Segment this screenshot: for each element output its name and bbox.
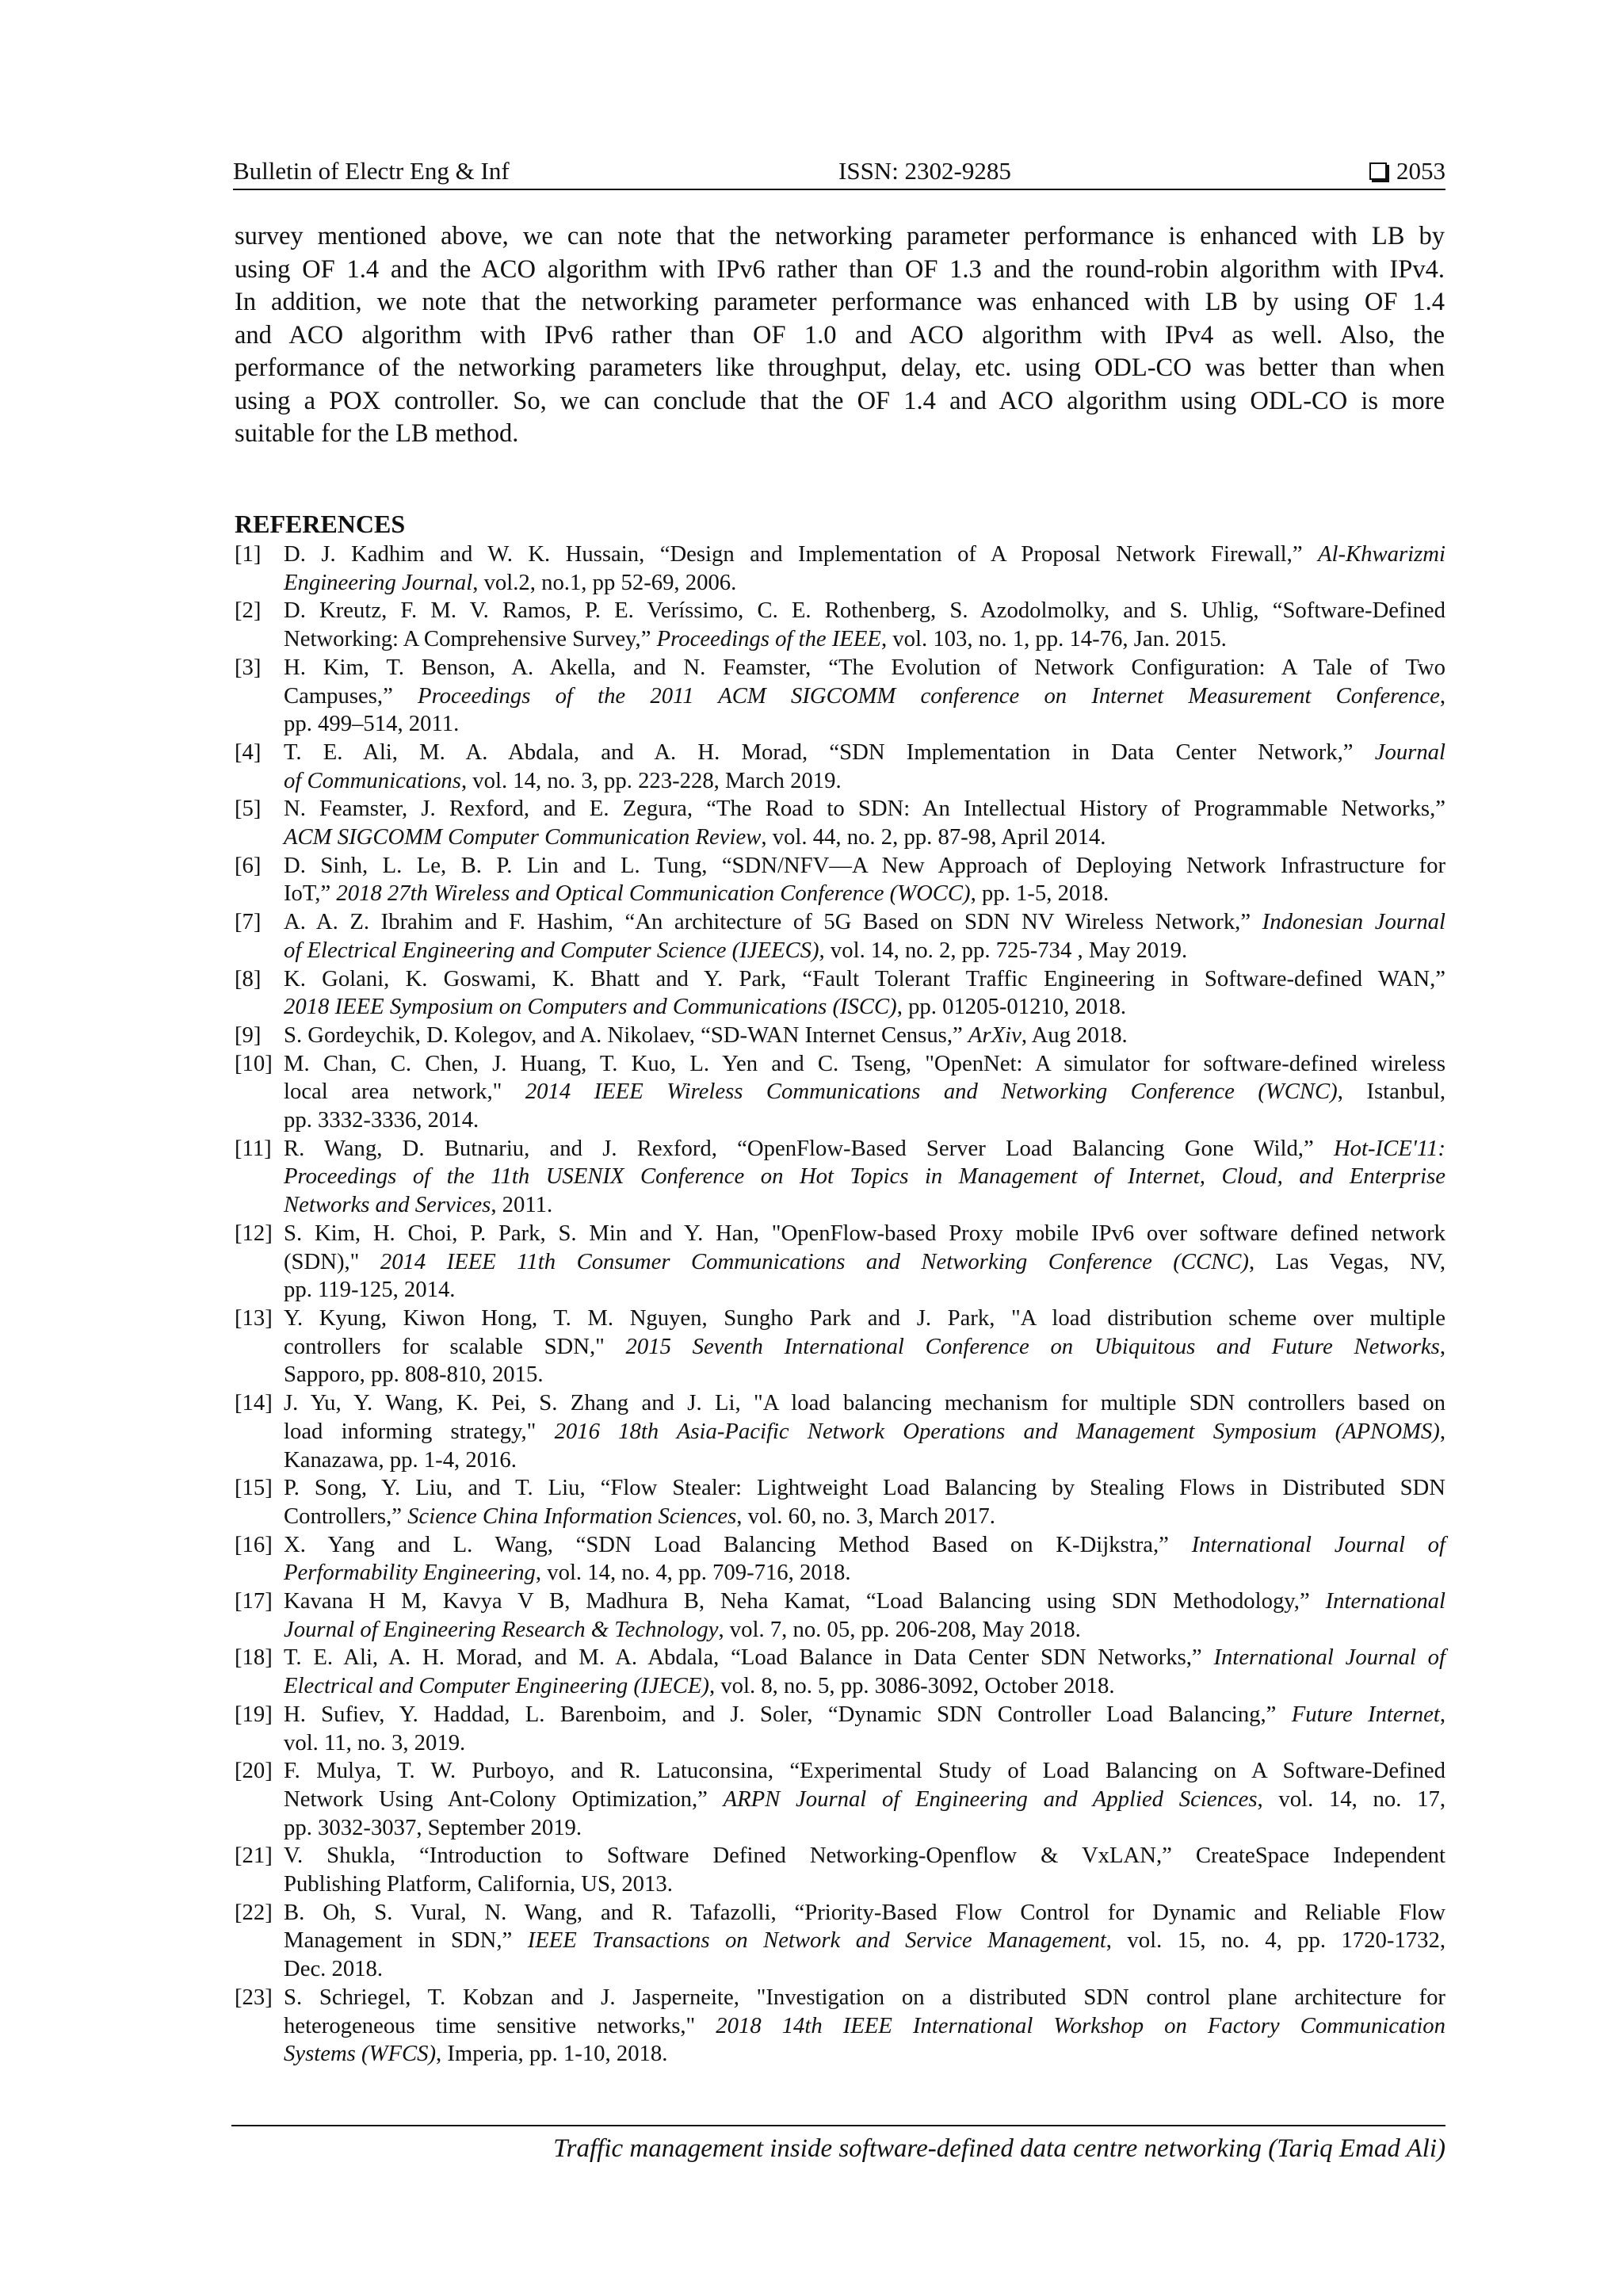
reference-italic-text: Al-Khwarizmi [1318, 541, 1445, 567]
reference-number: [4] [235, 739, 262, 765]
reference-italic-text: of Communications [284, 767, 461, 793]
reference-text: , vol. 8, no. 5, pp. 3086-3092, October 2018. [708, 1673, 1115, 1699]
reference-line [284, 625, 1445, 654]
reference-text: X. Yang and L. Wang, “SDN Load Balancing Method Based on K-Dijkstra,” [284, 1531, 1192, 1557]
reference-text: Campuses,” [284, 682, 418, 709]
reference-number: [17] [235, 1588, 273, 1614]
reference-number: [21] [235, 1843, 273, 1869]
reference-item [235, 1050, 1445, 1135]
reference-text: D. Kreutz, F. M. V. Ramos, P. E. Veríssimo, C. E. Rothenberg, S. Azodolmolky, and S. Uhlig, “Software-Defined [284, 598, 1445, 624]
reference-number: [14] [235, 1390, 273, 1416]
reference-number: [12] [235, 1220, 273, 1246]
reference-line [284, 682, 1445, 711]
reference-number: [22] [235, 1899, 273, 1925]
reference-italic-text: 2016 18th Asia-Pacific Network Operations and Management Symposium (APNOMS) [554, 1418, 1440, 1444]
reference-text: pp. 499–514, 2011. [284, 711, 460, 737]
reference-line [284, 1814, 1445, 1843]
reference-line [284, 1701, 1445, 1729]
reference-item [235, 1757, 1445, 1842]
reference-text: S. Gordeychik, D. Kolegov, and A. Nikolaev, “SD-WAN Internet Census,” [284, 1022, 968, 1048]
reference-line [284, 993, 1445, 1022]
reference-number: [11] [235, 1135, 272, 1161]
reference-item [235, 1389, 1445, 1474]
reference-line [284, 795, 1445, 823]
reference-text: , Aug 2018. [1021, 1022, 1128, 1048]
body-line: using OF 1.4 and the ACO algorithm with IPv6 rather than OF 1.3 and the round-robin algorithm with IPv4. [235, 254, 1445, 284]
reference-text: A. A. Z. Ibrahim and F. Hashim, “An architecture of 5G Based on SDN NV Wireless Network,” [284, 909, 1262, 935]
reference-line [284, 1248, 1445, 1277]
reference-line [284, 1191, 1445, 1220]
reference-item [235, 1474, 1445, 1530]
reference-text: , [1439, 1701, 1446, 1727]
reference-line [284, 1389, 1445, 1418]
reference-italic-text: 2014 IEEE 11th Consumer Communications and Networking Conference (CCNC) [380, 1248, 1249, 1274]
reference-line [284, 1446, 1445, 1475]
reference-text: , [1439, 1333, 1445, 1359]
reference-item [235, 1022, 1445, 1050]
reference-italic-text: of Electrical Engineering and Computer Science (IJEECS), [284, 937, 825, 963]
reference-line [284, 1474, 1445, 1503]
reference-text: D. J. Kadhim and W. K. Hussain, “Design and Implementation of A Proposal Network Firewall,” [284, 541, 1318, 567]
reference-text: M. Chan, C. Chen, J. Huang, T. Kuo, L. Yen and C. Tseng, "OpenNet: A simulator for software-defined wireless [284, 1050, 1445, 1076]
reference-line [284, 937, 1445, 965]
reference-number: [15] [235, 1475, 273, 1501]
reference-number: [13] [235, 1305, 273, 1331]
reference-italic-text: International Journal of [1213, 1645, 1445, 1671]
body-line: suitable for the LB method. [235, 419, 519, 448]
reference-italic-text: Hot-ICE'11: [1333, 1135, 1445, 1161]
body-line: and ACO algorithm with IPv6 rather than OF 1.0 and ACO algorithm with IPv4 as well. Also, the [235, 320, 1445, 350]
reference-text: vol. 14, no. 2, pp. 725-734 , May 2019. [824, 937, 1188, 963]
reference-number: [1] [235, 541, 262, 567]
reference-item [235, 1701, 1445, 1757]
reference-text: , [1439, 682, 1445, 709]
reference-text: IoT,” [284, 881, 337, 907]
reference-italic-text: ARPN Journal of Engineering and Applied Sciences [723, 1786, 1258, 1812]
footer-divider [231, 2125, 1445, 2126]
reference-number: [18] [235, 1645, 273, 1671]
reference-number: [5] [235, 796, 262, 822]
reference-line [284, 1786, 1445, 1814]
reference-italic-text: Science China Information Sciences [407, 1503, 737, 1529]
reference-number: [6] [235, 852, 262, 878]
reference-line [284, 1927, 1445, 1955]
reference-line [284, 1729, 1445, 1758]
reference-item [235, 597, 1445, 653]
reference-text: Management in SDN,” [284, 1927, 528, 1954]
reference-italic-text: ACM SIGCOMM Computer Communication Review [284, 824, 762, 850]
reference-text: , vol. 15, no. 4, pp. 1720-1732, [1106, 1927, 1445, 1954]
reference-italic-text: International [1325, 1588, 1445, 1614]
reference-item [235, 1644, 1445, 1700]
reference-line [284, 1163, 1445, 1191]
reference-line [284, 1955, 1445, 1984]
reference-line [284, 710, 1445, 739]
reference-text: , vol.2, no.1, pp 52-69, 2006. [472, 569, 737, 595]
reference-line [284, 1616, 1445, 1645]
issn: ISSN: 2302-9285 [838, 157, 1011, 185]
reference-line [284, 1418, 1445, 1446]
reference-line [284, 1757, 1445, 1786]
reference-italic-text: Future Internet [1291, 1701, 1440, 1727]
reference-text: , vol. 14, no. 17, [1257, 1786, 1445, 1812]
running-header [233, 155, 1445, 190]
reference-text: Dec. 2018. [284, 1956, 384, 1982]
reference-text: K. Golani, K. Goswami, K. Bhatt and Y. Park, “Fault Tolerant Traffic Engineering in Software-defined WAN,” [284, 965, 1445, 991]
reference-line [284, 1050, 1445, 1079]
reference-italic-text: 2018 14th IEEE International Workshop on Factory Communication [716, 2012, 1445, 2038]
reference-line [284, 1135, 1445, 1163]
reference-line [284, 1587, 1445, 1616]
reference-text: , Las Vegas, NV, [1248, 1248, 1445, 1274]
reference-number: [9] [235, 1022, 262, 1048]
reference-item [235, 1305, 1445, 1389]
reference-text: Sapporo, pp. 808-810, 2015. [284, 1362, 544, 1388]
reference-item [235, 541, 1445, 597]
reference-number: [16] [235, 1531, 273, 1557]
reference-number: [2] [235, 598, 262, 624]
reference-line [284, 1899, 1445, 1927]
journal-name: Bulletin of Electr Eng & Inf [233, 157, 510, 185]
reference-text: S. Schriegel, T. Kobzan and J. Jasperneite, "Investigation on a distributed SDN control plane architecture for [284, 1984, 1445, 2010]
reference-number: [20] [235, 1758, 273, 1784]
reference-text: V. Shukla, “Introduction to Software Defined Networking-Openflow & VxLAN,” CreateSpace Independent [284, 1843, 1445, 1869]
reference-line [284, 1305, 1445, 1333]
reference-text: T. E. Ali, A. H. Morad, and M. A. Abdala, “Load Balance in Data Center SDN Networks,” [284, 1645, 1214, 1671]
reference-item [235, 908, 1445, 965]
reference-line [284, 880, 1445, 908]
reference-item [235, 1587, 1445, 1644]
reference-text: pp. 119-125, 2014. [284, 1277, 456, 1303]
body-line: using a POX controller. So, we can conclude that the OF 1.4 and ACO algorithm using ODL-CO is more [235, 386, 1445, 415]
reference-text: , vol. 103, no. 1, pp. 14-76, Jan. 2015. [880, 626, 1227, 652]
running-footer: Traffic management inside software-defined data centre networking (Tariq Emad Ali) [553, 2134, 1445, 2163]
body-line: In addition, we note that the networking parameter performance was enhanced with LB by using OF 1.4 [235, 288, 1445, 316]
reference-item [235, 1984, 1445, 2069]
reference-text: (SDN)," [284, 1248, 380, 1274]
reference-text: F. Mulya, T. W. Purboyo, and R. Latuconsina, “Experimental Study of Load Balancing on A Software-Defined [284, 1758, 1445, 1784]
page-number: 2053 [1396, 157, 1445, 185]
reference-text: J. Yu, Y. Wang, K. Pei, S. Zhang and J. Li, "A load balancing mechanism for multiple SDN controllers based on [284, 1390, 1445, 1416]
reference-text: R. Wang, D. Butnariu, and J. Rexford, “OpenFlow-Based Server Load Balancing Gone Wild,” [284, 1135, 1334, 1161]
reference-number: [7] [235, 909, 262, 935]
reference-italic-text: Networks and Services [284, 1192, 491, 1218]
reference-line [284, 1672, 1445, 1701]
reference-line [284, 1984, 1445, 2012]
reference-text: , pp. 1-5, 2018. [970, 881, 1109, 907]
reference-text: , vol. 7, no. 05, pp. 206-208, May 2018. [718, 1616, 1081, 1642]
reference-text: , vol. 44, no. 2, pp. 87-98, April 2014. [761, 824, 1106, 850]
reference-line [284, 1842, 1445, 1870]
reference-text: vol. 11, no. 3, 2019. [284, 1729, 466, 1755]
reference-text: H. Kim, T. Benson, A. Akella, and N. Feamster, “The Evolution of Network Configuration: A Tale of Two [284, 654, 1445, 680]
reference-line [284, 852, 1445, 881]
reference-text: , [1439, 1418, 1445, 1444]
reference-italic-text: 2018 IEEE Symposium on Computers and Communications (ISCC) [284, 994, 897, 1020]
reference-item [235, 654, 1445, 739]
reference-line [284, 2040, 1445, 2069]
reference-number: [3] [235, 654, 262, 680]
reference-item [235, 1842, 1445, 1898]
body-paragraph [235, 220, 1445, 451]
reference-text: pp. 3332-3336, 2014. [284, 1107, 479, 1133]
reference-text: N. Feamster, J. Rexford, and E. Zegura, “The Road to SDN: An Intellectual History of Programmable Networks,” [284, 796, 1445, 822]
references-heading: REFERENCES [235, 510, 406, 538]
reference-line [284, 569, 1445, 598]
reference-line [284, 541, 1445, 569]
reference-text: S. Kim, H. Choi, P. Park, S. Min and Y. Han, "OpenFlow-based Proxy mobile IPv6 over software defined network [284, 1220, 1445, 1246]
reference-text: , Imperia, pp. 1-10, 2018. [436, 2041, 668, 2067]
reference-item [235, 1135, 1445, 1220]
reference-text: Publishing Platform, California, US, 2013. [284, 1871, 673, 1897]
reference-line [284, 1220, 1445, 1248]
reference-list [235, 541, 1445, 2069]
reference-text: , vol. 14, no. 4, pp. 709-716, 2018. [535, 1560, 851, 1586]
reference-text: controllers for scalable SDN," [284, 1333, 626, 1359]
reference-text: load informing strategy," [284, 1418, 555, 1444]
reference-line [284, 1276, 1445, 1305]
reference-text: Y. Kyung, Kiwon Hong, T. M. Nguyen, Sungho Park and J. Park, "A load distribution scheme over multiple [284, 1305, 1445, 1331]
reference-italic-text: Proceedings of the IEEE [656, 626, 881, 652]
reference-line [284, 908, 1445, 937]
reference-line [284, 654, 1445, 682]
reference-item [235, 795, 1445, 851]
reference-item [235, 1220, 1445, 1305]
reference-text: D. Sinh, L. Le, B. P. Lin and L. Tung, “SDN/NFV—A New Approach of Deploying Network Infrastructure for [284, 852, 1445, 878]
reference-italic-text: IEEE Transactions on Network and Service Management [527, 1927, 1106, 1954]
reference-text: , vol. 14, no. 3, pp. 223-228, March 2019. [460, 767, 842, 793]
reference-italic-text: 2018 27th Wireless and Optical Communication Conference (WOCC) [336, 881, 971, 907]
reference-line [284, 1644, 1445, 1672]
reference-text: P. Song, Y. Liu, and T. Liu, “Flow Stealer: Lightweight Load Balancing by Stealing Flows in Distributed SDN [284, 1475, 1445, 1501]
reference-line [284, 597, 1445, 625]
reference-line [284, 1078, 1445, 1106]
reference-text: heterogeneous time sensitive networks," [284, 2012, 716, 2038]
body-line: survey mentioned above, we can note that the networking parameter performance is enhanced with LB by [235, 222, 1445, 250]
reference-text: Networking: A Comprehensive Survey,” [284, 626, 657, 652]
reference-italic-text: Journal of Engineering Research & Technology [284, 1616, 719, 1642]
reference-text: Controllers,” [284, 1503, 408, 1529]
header-divider [233, 189, 1445, 190]
reference-italic-text: ArXiv [968, 1022, 1022, 1048]
reference-text: , pp. 01205-01210, 2018. [896, 994, 1126, 1020]
reference-item [235, 965, 1445, 1022]
reference-line [284, 1361, 1445, 1389]
reference-text: B. Oh, S. Vural, N. Wang, and R. Tafazolli, “Priority-Based Flow Control for Dynamic and Reliable Flow [284, 1899, 1445, 1925]
reference-italic-text: 2014 IEEE Wireless Communications and Networking Conference (WCNC) [525, 1079, 1338, 1105]
reference-number: [23] [235, 1984, 273, 2010]
reference-line [284, 1333, 1445, 1362]
reference-line [284, 767, 1445, 796]
checkbox-square-icon [1369, 162, 1387, 180]
reference-text: Kavana H M, Kavya V B, Madhura B, Neha Kamat, “Load Balancing using SDN Methodology,” [284, 1588, 1326, 1614]
reference-line [284, 1559, 1445, 1587]
reference-italic-text: Electrical and Computer Engineering (IJECE) [284, 1673, 709, 1699]
body-line: performance of the networking parameters like throughput, delay, etc. using ODL-CO was better than when [235, 353, 1445, 382]
reference-italic-text: Journal [1374, 739, 1445, 765]
reference-item [235, 1531, 1445, 1587]
reference-line [284, 1022, 1445, 1050]
reference-italic-text: Systems (WFCS) [284, 2041, 437, 2067]
reference-italic-text: Proceedings of the 11th USENIX Conference on Hot Topics in Management of Internet, Cloud, and Enterprise [284, 1163, 1445, 1190]
reference-text: , 2011. [491, 1192, 553, 1218]
reference-text: pp. 3032-3037, September 2019. [284, 1814, 582, 1840]
reference-line [284, 1531, 1445, 1560]
reference-number: [19] [235, 1701, 273, 1727]
reference-text: local area network," [284, 1079, 525, 1105]
reference-number: [10] [235, 1050, 273, 1076]
reference-italic-text: Indonesian Journal [1262, 909, 1445, 935]
reference-line [284, 965, 1445, 994]
reference-italic-text: Proceedings of the 2011 ACM SIGCOMM conference on Internet Measurement Conference [418, 682, 1440, 709]
reference-text: Network Using Ant-Colony Optimization,” [284, 1786, 724, 1812]
reference-text: H. Sufiev, Y. Haddad, L. Barenboim, and J. Soler, “Dynamic SDN Controller Load Balancing,” [284, 1701, 1292, 1727]
reference-item [235, 1899, 1445, 1984]
reference-line [284, 1106, 1445, 1135]
reference-line [284, 823, 1445, 852]
reference-text: , vol. 60, no. 3, March 2017. [736, 1503, 995, 1529]
reference-italic-text: 2015 Seventh International Conference on Ubiquitous and Future Networks [625, 1333, 1440, 1359]
reference-item [235, 852, 1445, 908]
reference-line [284, 2012, 1445, 2041]
reference-italic-text: International Journal of [1191, 1531, 1446, 1557]
reference-line [284, 1503, 1445, 1531]
reference-item [235, 739, 1445, 795]
reference-text: T. E. Ali, M. A. Abdala, and A. H. Morad, “SDN Implementation in Data Center Network,” [284, 739, 1375, 765]
reference-italic-text: Engineering Journal [284, 569, 473, 595]
reference-text: Kanazawa, pp. 1-4, 2016. [284, 1446, 517, 1473]
reference-line [284, 1870, 1445, 1899]
reference-number: [8] [235, 965, 262, 991]
reference-line [284, 739, 1445, 767]
reference-text: , Istanbul, [1337, 1079, 1445, 1105]
reference-italic-text: Performability Engineering [284, 1560, 536, 1586]
